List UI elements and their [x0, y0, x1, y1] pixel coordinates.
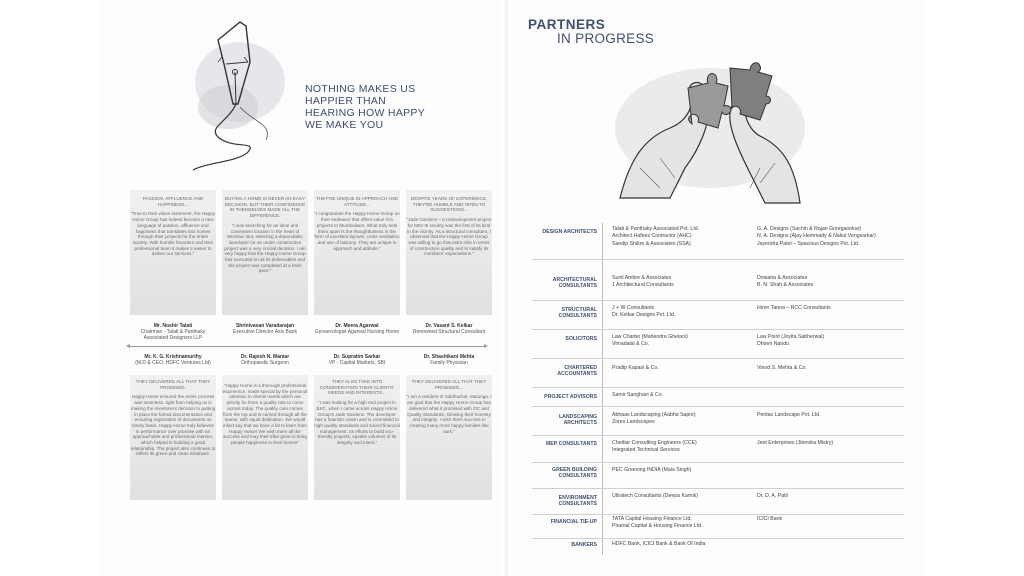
testimonial-quote: "I congratulate the Happy Home Group on their endeavor that offers value rich projects to Mumbaikars. What truly sets them apart is the thoughtfulness in the form of excellent layouts, cross ventilation and use of balcony. They are unique in approach and attitude." [314, 211, 400, 251]
author-name: Dr. Supratim Sarkar [333, 354, 381, 360]
partner-name: Jayendra Patel – Spacious Designs Pvt. Ltd. [757, 240, 860, 247]
partner-name: Sandip Shikre & Associates (SSA) [612, 240, 691, 247]
partner-row [532, 361, 904, 388]
testimonial-author [130, 323, 216, 341]
partner-category: LANDSCAPING ARCHITECTS [558, 414, 597, 427]
section-divider [128, 346, 486, 347]
testimonial-box [222, 375, 308, 500]
testimonial-box [406, 190, 492, 315]
testimonial-quote: Happy Home ensured the entire process was seamless, right from helping us in making the investment decision to putting in place the formal documentation and ensuring registration of documents on timely basis. Happy Home truly believes in performance over promise with an approachable and professional manner, which helped in building a good relationship. The project also continues to reflect its green and clean initiatives. [130, 394, 216, 457]
testimonial-heading: THEY DELIVERED ALL THAT THEY PROMISED. [135, 379, 211, 390]
author-title: Executive Director Axis Bank [233, 329, 297, 335]
partner-name: Piramal Capital & Housing Finance Ltd. [612, 523, 703, 530]
partner-name: Chettiar Consulting Engineers (CCE) [612, 440, 697, 446]
partner-row [532, 409, 904, 436]
author-title: Renowned Structural Consultant [413, 329, 485, 335]
partner-name: Pradip Kapasi & Co. [612, 365, 659, 371]
testimonial-quote: "True to their vision statement, the Happy Home Group has indeed become a new language of passion, affluence and happiness that translates into homes through their projects for the entire society. With humble founders and their professional team it makes it easier to deliver our services." [130, 211, 216, 257]
partner-name: Pentas Landscape Pvt. Ltd. [757, 412, 821, 418]
partner-name: Dhiren Nandu [757, 341, 790, 348]
testimonial-box [130, 375, 216, 500]
partner-list-left [612, 365, 762, 372]
partner-list-left [612, 493, 762, 500]
partner-list-right [757, 516, 907, 523]
testimonial-heading: THEY ALSO TAKE INTO CONSIDERATION THEIR CLIENTS' NEEDS AND INTERESTS... [319, 379, 395, 396]
headline-line: HAPPIER THAN [305, 95, 387, 107]
partner-name: Dr. Kelkar Designs Pvt. Ltd. [612, 312, 676, 319]
testimonial-quote: "I was looking for a high end project in BKC, when I came across Happy Home Group's Jade Gardens. The developer has a futuristic vision and is committed to high quality standards and sound financial management. Its efforts to build eco-friendly projects, speaks volumes of its integrity and intent." [314, 400, 400, 446]
partner-list-right [757, 493, 907, 500]
partner-row [532, 223, 904, 260]
partner-list-left [612, 305, 762, 320]
partner-name: ICICI Bank [757, 516, 783, 522]
author-name: Dr. Meera Agarwal [335, 323, 379, 329]
testimonial-heading: DESPITE YEARS OF EXPERIENCE, THEY'RE HUMBLE AND OPEN TO SUGGESTIONS... [410, 196, 488, 213]
partner-category: PROJECT ADVISORS [544, 394, 597, 400]
author-name: Dr. Vasant S. Kelkar [425, 323, 473, 329]
partner-list-left [612, 392, 762, 399]
partner-name: HDFC Bank, ICICI Bank & Bank Of India [612, 541, 706, 547]
author-title: Orthopaedic Surgeon [241, 360, 289, 366]
partner-list-left [612, 412, 762, 427]
partner-list-left [612, 334, 762, 349]
partner-name: Architect Hafeez Contractor (AHC) [612, 233, 692, 240]
partner-row [532, 464, 904, 489]
partner-list-left [612, 275, 762, 290]
author-title: Family Physician [430, 360, 468, 366]
partner-name: Integrated Technical Services [612, 447, 680, 454]
partner-name: Law Point (Joyita Sabherwal) [757, 334, 825, 340]
partner-category: FINANCIAL TIE-UP [550, 519, 597, 525]
partner-category: SOLICITORS [565, 336, 597, 342]
testimonial-heading: THEY'RE UNIQUE IN APPROACH AND ATTITUDE... [315, 196, 399, 207]
partner-category: CHARTERED ACCOUNTANTS [557, 365, 597, 378]
headline-line: WE MAKE YOU [305, 119, 384, 131]
partner-list-right [757, 440, 907, 447]
author-title: Chairman - Talati & Panthaky Associated Designers LLP [140, 329, 206, 341]
fountain-pen-illustration [178, 12, 298, 177]
partner-row [532, 331, 904, 359]
author-name: Shrinivasan Varadarajan [235, 323, 295, 329]
partner-list-right [757, 365, 907, 372]
testimonial-box [314, 375, 400, 500]
testimonial-quote: "Jade Gardens – a redevelopment project for MIG-III society was the first of its kind in the vicinity. As a structural consultant, I observed that the Happy Home Group was willing to go that extra mile in terms of construction quality and to satisfy its members' expectations." [406, 217, 492, 257]
page-subtitle: IN PROGRESS [557, 31, 655, 46]
puzzle-hands-illustration [600, 48, 820, 208]
author-name: Mr. K. G. Krishnamurthy [144, 354, 202, 360]
testimonial-heading: BUYING A HOME IS NEVER AN EASY DECISION. BUT THEIR CONFIDENCE IN THEMSELVES MADE ALL THE DIFFERENCE. [224, 196, 306, 219]
partner-category: ENVIRONMENT CONSULTANTS [558, 495, 597, 508]
partner-name: G. A. Designs (Sachin & Rajan Goregaonkar) [757, 226, 862, 232]
partner-name: J + W Consultants [612, 305, 655, 311]
partner-name: Doisaria & Associates [757, 275, 808, 281]
partner-row [532, 272, 904, 301]
partner-list-left [612, 541, 762, 548]
testimonial-box [222, 190, 308, 315]
testimonial-author [406, 323, 492, 335]
partner-list-left [612, 226, 762, 248]
partner-category: BANKERS [571, 542, 597, 548]
partner-name: Law Charter (Mahendra Ghelani) [612, 334, 688, 340]
partner-name: B. N. Shah & Associates [757, 282, 814, 289]
partner-name: Abhaas Landscaping (Aabha Sapre) [612, 412, 696, 418]
testimonial-heading [222, 375, 308, 379]
partner-list-left [612, 467, 762, 474]
testimonial-box [130, 190, 216, 315]
testimonial-quote: "I was searching for an ideal and convenient location in the heart of Mumbai. But, selecting a dependable developer for an under construction project was a very crucial decision. I am very happy that the Happy Home Group has executed on all its deliverables and the project was completed at a brisk pace." [224, 222, 306, 274]
partner-name: Samir Sanghavi & Co. [612, 392, 664, 398]
partner-list-left [612, 516, 762, 531]
partner-list-right [757, 226, 907, 248]
partner-name: Jeet Enterprises (Jitendra Mistry) [757, 440, 834, 446]
partner-list-right [757, 412, 907, 419]
partner-list-right [757, 305, 907, 312]
partner-row [532, 516, 904, 539]
partner-list-right [757, 275, 907, 290]
partner-name: 1 Architectural Consultants [612, 282, 674, 289]
partner-category: GREEN BUILDING CONSULTANTS [552, 467, 597, 480]
headline-line: NOTHING MAKES US [305, 83, 416, 95]
testimonial-author [406, 354, 492, 366]
partner-name: Vinod S. Mehta & Co. [757, 365, 807, 371]
testimonial-author [314, 354, 400, 366]
testimonial-box [406, 375, 492, 500]
page-title: PARTNERS [528, 17, 606, 32]
testimonial-heading: THEY DELIVERED ALL THAT THEY PROMISED... [411, 379, 487, 390]
partner-category: STRUCTURAL CONSULTANTS [558, 307, 597, 320]
testimonial-quote: "Happy Home is a thorough professional experience, made special by the personal attention to clients needs which are priority for them a quality rate to come across today. The quality care comes from the top and is carried through all the teams, with equal dedication. We would infact say that we have a lot to learn from Happy Home! We wish them all the success and may their tribe grow to bring people happiness in their homes" [222, 383, 308, 446]
partner-row [532, 437, 904, 463]
testimonial-author [222, 323, 308, 335]
author-name: Dr. Shashikant Mehta [423, 354, 475, 360]
partner-list-left [612, 440, 762, 455]
partner-name: Talati & Panthaky Associated Pvt. Ltd. [612, 226, 700, 232]
partner-name: N. A. Designs (Ajay Hemmady & Nakul Vengsarkar) [757, 233, 876, 240]
partner-category: MEP CONSULTANTS [545, 441, 597, 447]
testimonial-author [222, 354, 308, 366]
partner-row [532, 302, 904, 330]
partner-category: DESIGN ARCHITECTS [542, 229, 597, 235]
author-title: (M.D & CEO, HDFC Ventures Ltd) [135, 360, 211, 366]
partner-row [532, 540, 904, 555]
testimonial-box [314, 190, 400, 315]
partner-list-right [757, 334, 907, 349]
partner-name: Ultratech Consultants (Deepa Karnik) [612, 493, 698, 499]
partner-name: Sunil Ambre & Associates [612, 275, 672, 281]
partner-category: ARCHITECTURAL CONSULTANTS [552, 277, 597, 290]
partner-name: Zores Landscapes [612, 419, 655, 426]
testimonial-quote: "I am a resident of Siddhachal, Matunga. I am glad that the Happy Home Group has delivered what it promised with OC and Quality Standards, showing their honesty and integrity. I wish them success in creating many more happy families like ours." [406, 394, 492, 434]
testimonial-heading: PASSION, AFFLUENCE AND HAPPINESS... [142, 196, 204, 207]
testimonial-author [130, 354, 216, 366]
testimonial-author [314, 323, 400, 335]
author-name: Dr. Rajesh N. Maniar [240, 354, 290, 360]
partner-name: PEC Greening INDIA (Mala Singh) [612, 467, 692, 473]
partner-name: Dr. D. A. Patil [757, 493, 788, 499]
partner-name: Hiren Tanna – RCC Consultants [757, 305, 831, 311]
partner-name: Vimadalal & Co. [612, 341, 650, 348]
partner-row [532, 490, 904, 515]
author-name: Mr. Noshir Talati [153, 323, 193, 329]
headline [305, 83, 475, 131]
partner-row [532, 389, 904, 407]
author-title: Gynaecologist Agarwal Nursing Home [314, 329, 400, 335]
partner-name: TATA Capital Housing Finance Ltd. [612, 516, 692, 522]
headline-line: HEARING HOW HAPPY [305, 107, 426, 119]
author-title: VP - Capital Markets, SBI [328, 360, 386, 366]
